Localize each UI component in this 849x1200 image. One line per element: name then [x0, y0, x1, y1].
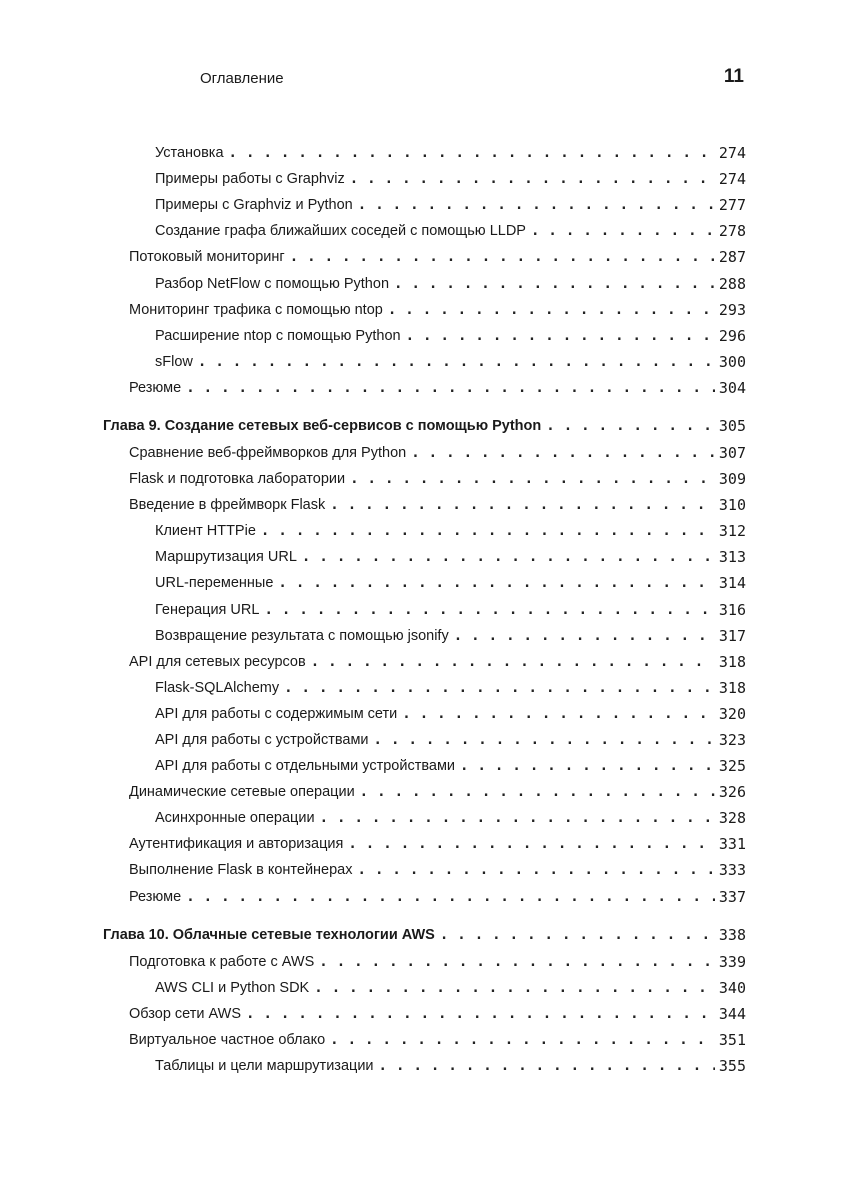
toc-subsection-entry[interactable] [0, 349, 849, 375]
toc-dot-leader [402, 706, 715, 722]
toc-dot-leader [330, 1032, 715, 1048]
toc-entry-page: 325 [715, 757, 746, 775]
toc-entry-page: 337 [715, 888, 746, 906]
toc-dot-leader [350, 471, 715, 487]
toc-dot-leader [411, 445, 715, 461]
toc-subsection-entry[interactable] [0, 975, 849, 1001]
toc-subsection-entry[interactable] [0, 597, 849, 623]
toc-subsection-entry[interactable] [0, 192, 849, 218]
toc-dot-leader [379, 1058, 715, 1074]
toc-subsection-entry[interactable] [0, 323, 849, 349]
toc-subsection-entry[interactable] [0, 544, 849, 570]
toc-dot-leader [278, 575, 714, 591]
toc-entry-page: 314 [715, 574, 746, 592]
toc-entry-title: Глава 9. Создание сетевых веб-сервисов с помощью Python [103, 418, 546, 434]
toc-section [0, 140, 849, 401]
running-header-title: Оглавление [200, 70, 284, 87]
toc-entry-title: AWS CLI и Python SDK [155, 980, 314, 996]
toc-dot-leader [348, 836, 715, 852]
toc-entry-page: 355 [715, 1057, 746, 1075]
toc-dot-leader [264, 602, 714, 618]
toc-entry-page: 293 [715, 301, 746, 319]
toc-section-entry[interactable] [0, 1001, 849, 1027]
toc-entry-page: 305 [715, 417, 746, 435]
toc-dot-leader [319, 954, 715, 970]
toc-dot-leader [246, 1006, 715, 1022]
toc-dot-leader [388, 302, 715, 318]
toc-dot-leader [350, 171, 715, 187]
toc-entry-page: 304 [715, 379, 746, 397]
toc-entry-title: Потоковый мониторинг [129, 249, 290, 265]
toc-entry-page: 278 [715, 222, 746, 240]
toc-subsection-entry[interactable] [0, 218, 849, 244]
toc-dot-leader [358, 197, 715, 213]
toc-entry-page: 274 [715, 144, 746, 162]
toc-dot-leader [394, 276, 715, 292]
toc-entry-title: API для сетевых ресурсов [129, 654, 311, 670]
toc-entry-title: Виртуальное частное облако [129, 1032, 330, 1048]
toc-entry-page: 287 [715, 248, 746, 266]
toc-dot-leader [358, 862, 715, 878]
toc-section-entry[interactable] [0, 1027, 849, 1053]
toc-entry-title: Маршрутизация URL [155, 549, 302, 565]
toc-entry-page: 317 [715, 627, 746, 645]
toc-entry-title: Асинхронные операции [155, 810, 320, 826]
toc-entry-page: 338 [715, 926, 746, 944]
toc-entry-page: 310 [715, 496, 746, 514]
toc-section-entry[interactable] [0, 949, 849, 975]
toc-entry-title: Клиент HTTPie [155, 523, 261, 539]
toc-entry-title: Введение в фреймворк Flask [129, 497, 330, 513]
toc-section-entry[interactable] [0, 297, 849, 323]
toc-dot-leader [261, 523, 715, 539]
toc-entry-page: 318 [715, 679, 746, 697]
toc-entry-title: Динамические сетевые операции [129, 784, 360, 800]
toc-entry-page: 300 [715, 353, 746, 371]
toc-entry-page: 318 [715, 653, 746, 671]
toc-entry-title: Глава 10. Облачные сетевые технологии AWS [103, 927, 440, 943]
toc-entry-page: 288 [715, 275, 746, 293]
toc-entry-title: Возвращение результата с помощью jsonify [155, 628, 454, 644]
toc-subsection-entry[interactable] [0, 570, 849, 596]
toc-entry-page: 344 [715, 1005, 746, 1023]
toc-entry-title: Резюме [129, 380, 186, 396]
toc-chapter-entry[interactable] [0, 412, 849, 440]
toc-chapter-entry[interactable] [0, 921, 849, 949]
toc-section [0, 412, 849, 910]
toc-subsection-entry[interactable] [0, 1053, 849, 1079]
toc-dot-leader [186, 380, 715, 396]
toc-entry-title: sFlow [155, 354, 198, 370]
toc-dot-leader [290, 249, 715, 265]
toc-entry-page: 320 [715, 705, 746, 723]
toc-entry-page: 274 [715, 170, 746, 188]
toc-entry-page: 339 [715, 953, 746, 971]
toc-entry-title: Расширение ntop с помощью Python [155, 328, 406, 344]
toc-section [0, 921, 849, 1079]
toc-dot-leader [229, 145, 715, 161]
toc-dot-leader [440, 927, 715, 943]
toc-dot-leader [360, 784, 715, 800]
toc-section-entry[interactable] [0, 857, 849, 883]
toc-subsection-entry[interactable] [0, 701, 849, 727]
toc-entry-page: 312 [715, 522, 746, 540]
toc-entry-title: Таблицы и цели маршрутизации [155, 1058, 379, 1074]
toc-entry-page: 309 [715, 470, 746, 488]
toc-entry-page: 331 [715, 835, 746, 853]
toc-section-entry[interactable] [0, 779, 849, 805]
toc-entry-title: Примеры работы с Graphviz [155, 171, 350, 187]
toc-entry-title: Сравнение веб-фреймворков для Python [129, 445, 411, 461]
toc-dot-leader [186, 889, 715, 905]
toc-entry-page: 333 [715, 861, 746, 879]
table-of-contents [0, 140, 849, 1079]
toc-entry-title: URL-переменные [155, 575, 278, 591]
toc-subsection-entry[interactable] [0, 753, 849, 779]
toc-section-entry[interactable] [0, 375, 849, 401]
toc-subsection-entry[interactable] [0, 140, 849, 166]
toc-entry-title: Примеры с Graphviz и Python [155, 197, 358, 213]
toc-entry-title: Обзор сети AWS [129, 1006, 246, 1022]
toc-entry-page: 323 [715, 731, 746, 749]
toc-subsection-entry[interactable] [0, 675, 849, 701]
toc-entry-title: Резюме [129, 889, 186, 905]
toc-entry-title: Установка [155, 145, 229, 161]
toc-subsection-entry[interactable] [0, 166, 849, 192]
toc-section-entry[interactable] [0, 649, 849, 675]
toc-entry-title: Аутентификация и авторизация [129, 836, 348, 852]
page-number: 11 [723, 66, 744, 87]
toc-subsection-entry[interactable] [0, 623, 849, 649]
toc-entry-page: 316 [715, 601, 746, 619]
toc-entry-page: 277 [715, 196, 746, 214]
toc-dot-leader [311, 654, 715, 670]
toc-entry-page: 340 [715, 979, 746, 997]
page-header [0, 66, 849, 92]
toc-subsection-entry[interactable] [0, 805, 849, 831]
toc-section-entry[interactable] [0, 466, 849, 492]
toc-entry-title: API для работы с отдельными устройствами [155, 758, 460, 774]
toc-subsection-entry[interactable] [0, 727, 849, 753]
toc-entry-title: Flask-SQLAlchemy [155, 680, 284, 696]
toc-entry-page: 326 [715, 783, 746, 801]
toc-entry-title: API для работы с содержимым сети [155, 706, 402, 722]
toc-dot-leader [284, 680, 715, 696]
toc-entry-title: Генерация URL [155, 602, 264, 618]
toc-dot-leader [330, 497, 715, 513]
toc-entry-title: Flask и подготовка лаборатории [129, 471, 350, 487]
toc-entry-title: Мониторинг трафика с помощью ntop [129, 302, 388, 318]
toc-section-entry[interactable] [0, 244, 849, 270]
toc-entry-page: 351 [715, 1031, 746, 1049]
toc-subsection-entry[interactable] [0, 518, 849, 544]
toc-entry-title: Создание графа ближайших соседей с помощью LLDP [155, 223, 531, 239]
toc-dot-leader [198, 354, 715, 370]
toc-section-entry[interactable] [0, 440, 849, 466]
toc-entry-title: API для работы с устройствами [155, 732, 374, 748]
toc-dot-leader [531, 223, 715, 239]
toc-dot-leader [302, 549, 715, 565]
toc-section-entry[interactable] [0, 884, 849, 910]
toc-dot-leader [406, 328, 715, 344]
toc-entry-page: 307 [715, 444, 746, 462]
toc-entry-page: 296 [715, 327, 746, 345]
toc-entry-page: 328 [715, 809, 746, 827]
toc-dot-leader [460, 758, 715, 774]
toc-dot-leader [320, 810, 715, 826]
toc-entry-title: Выполнение Flask в контейнерах [129, 862, 358, 878]
toc-dot-leader [314, 980, 715, 996]
toc-section-entry[interactable] [0, 492, 849, 518]
toc-entry-page: 313 [715, 548, 746, 566]
toc-subsection-entry[interactable] [0, 270, 849, 296]
toc-dot-leader [546, 418, 715, 434]
toc-dot-leader [454, 628, 715, 644]
toc-entry-title: Разбор NetFlow с помощью Python [155, 276, 394, 292]
toc-dot-leader [374, 732, 715, 748]
toc-section-entry[interactable] [0, 831, 849, 857]
toc-entry-title: Подготовка к работе с AWS [129, 954, 319, 970]
